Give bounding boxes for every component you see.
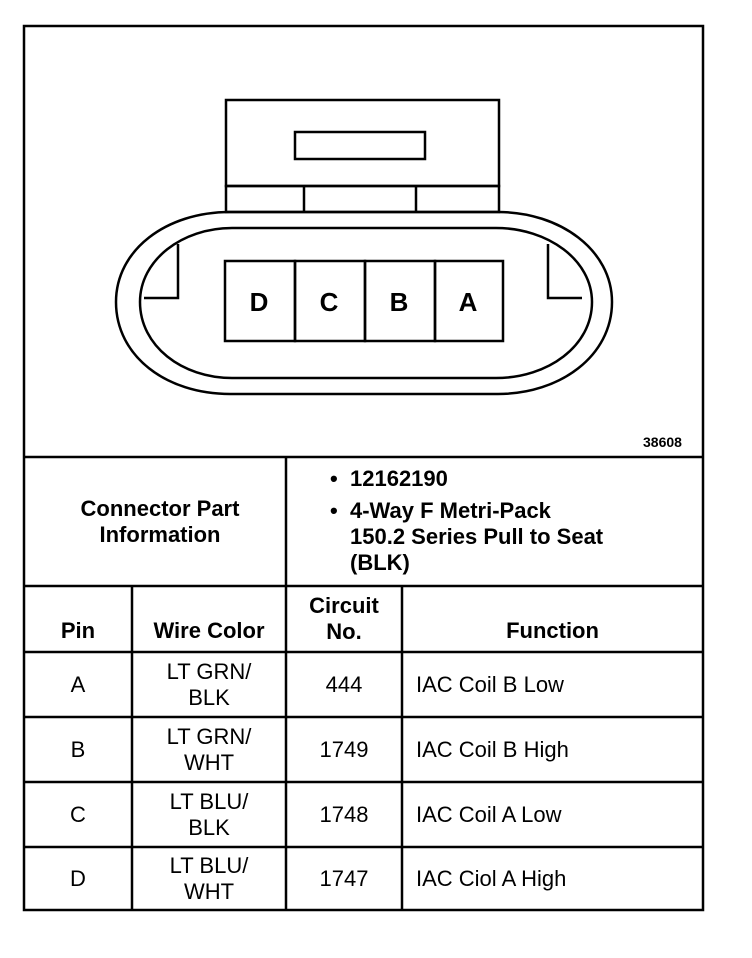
lock-tab-slot [295,132,425,159]
cell-circuit: 1748 [319,801,369,827]
cell-wire-color [132,652,286,717]
header-pin: Pin [60,618,96,643]
bullet-description: • 4-Way F Metri-Pack 150.2 Series Pull to Seat (BLK) [328,498,608,576]
bullet-part-number: • 12162190 [328,466,608,492]
wire-line2: BLK [188,684,230,710]
wire-line2: WHT [183,878,235,904]
wire-line1: LT GRN/ [166,658,252,684]
cell-function: IAC Coil A Low [416,801,562,827]
cell-wire-color [132,717,286,782]
pin-label-c: C [319,287,339,317]
pin-label-b: B [389,287,409,317]
wire-line1: LT BLU/ [169,852,249,878]
header-circuit-line2: No. [326,619,362,644]
figure-number: 38608 [643,434,682,450]
connector-info-bullets [328,466,608,582]
cell-pin: D [70,865,86,891]
tab-base [226,186,499,212]
wire-line2: BLK [188,814,230,840]
wire-line2: WHT [183,749,235,775]
wire-line1: LT BLU/ [169,788,249,814]
cell-pin: C [70,801,86,827]
header-circuit [286,588,402,650]
cell-function: IAC Coil B Low [416,671,564,697]
wire-line1: LT GRN/ [166,723,252,749]
pin-label-d: D [249,287,269,317]
header-function: Function [506,618,599,643]
cell-circuit: 1747 [319,865,369,891]
cell-pin: B [70,736,86,762]
connector-body [116,100,612,394]
cell-wire-color [132,782,286,847]
pin-label-a: A [458,287,478,317]
cell-wire-color [132,847,286,910]
lock-tab-housing [226,100,499,186]
cell-circuit: 1749 [319,736,369,762]
cell-function: IAC Coil B High [416,736,569,762]
cell-function: IAC Ciol A High [416,865,567,891]
cell-circuit: 444 [325,671,363,697]
header-wire-color: Wire Color [153,618,265,643]
right-key-rib [548,244,582,298]
header-circuit-line1: Circuit [309,593,379,618]
connector-info-label [40,460,280,584]
cell-pin: A [70,671,86,697]
connector-info-label-text: Connector Part Information [80,496,240,547]
